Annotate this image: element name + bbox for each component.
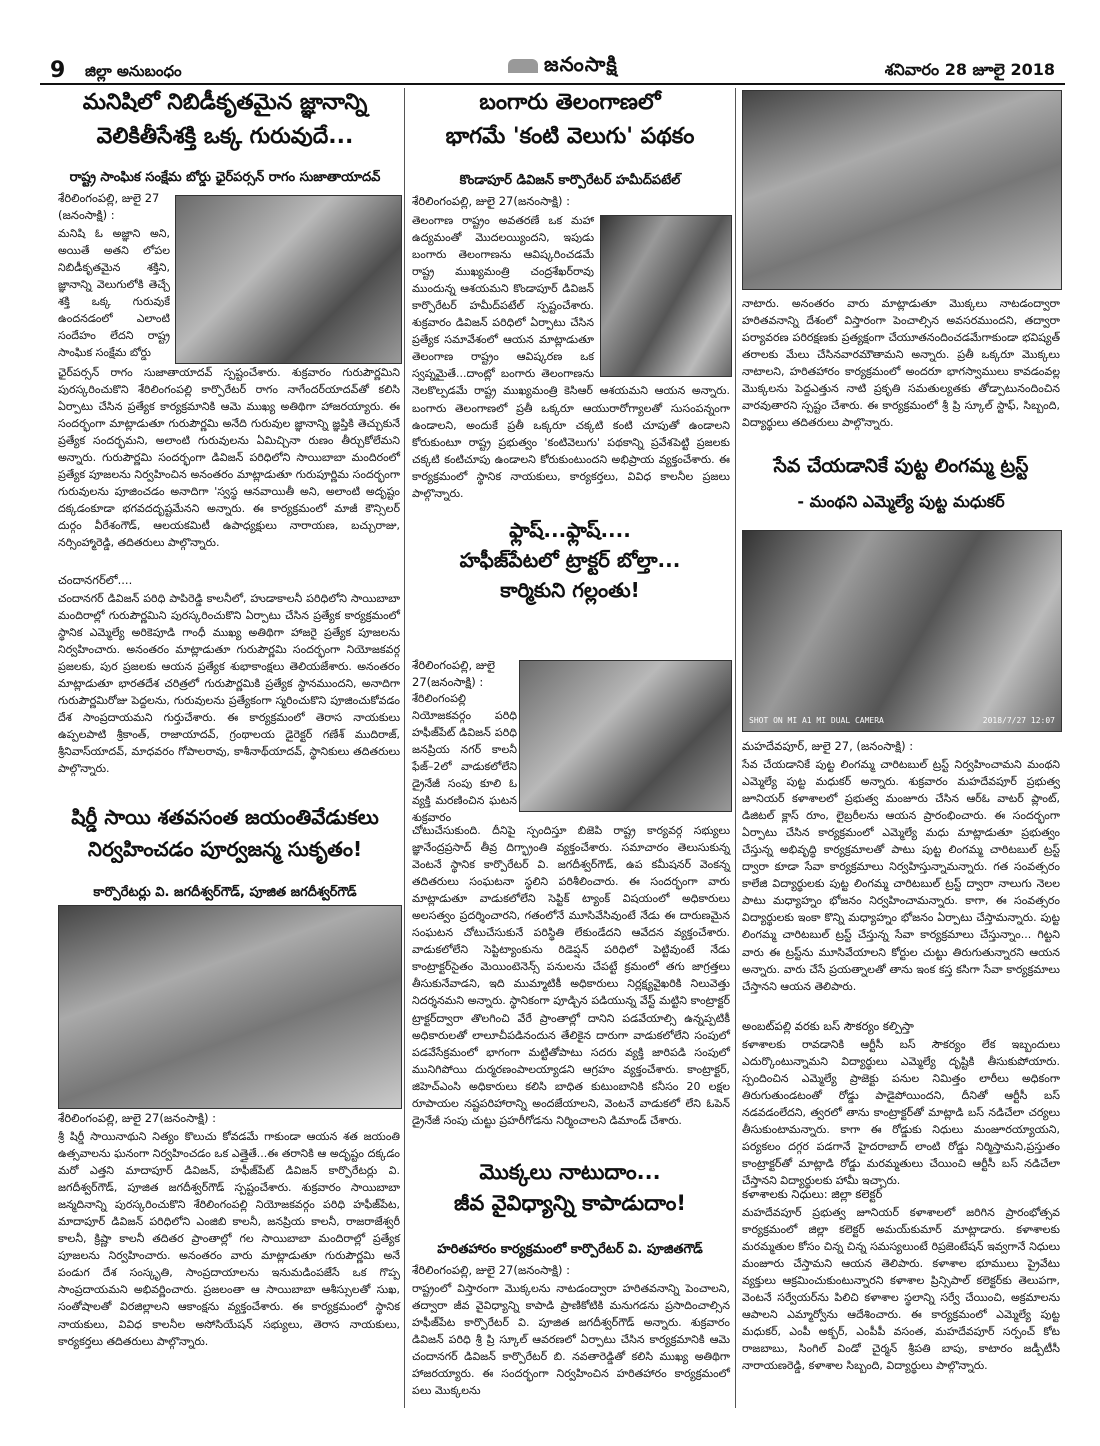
- col2-story2-headline-line3: కార్మికుని గల్లంతు!: [500, 578, 640, 602]
- photo-date-stamp: 2018/7/27 12:07: [982, 716, 1055, 725]
- col1-headline-line1: మనిషిలో నిబిడీకృతమైన జ్ఞానాన్ని: [82, 90, 368, 115]
- col2-headline-line2: భాగమే 'కంటి వెలుగు' పథకం: [445, 124, 695, 150]
- col3-kicker-bus: అంబట్‌పల్లి వరకు బస్ సౌకర్యం కల్పిస్తా: [742, 1019, 914, 1033]
- section-title: జిల్లా అనుబంధం: [85, 62, 182, 80]
- col3-photo-inauguration: [742, 530, 1062, 732]
- col3-story2-dateline: మహదేవపూర్, జులై 27, (జనంసాక్షి) :: [742, 739, 914, 753]
- col3-story2-body3: మహదేవపూర్ ప్రభుత్వ జూనియర్ కళాశాలలో జరిగిన ప్రారంభోత్సవ కార్యక్రమంలో జిల్లా కలెక్టర్ అమయ్‌కుమార్ మాట్లాడారు. కళాశాలకు మరమ్మతుల కోసం చిన్న చిన్న సమస్యలుంటే రిప్రజెంటేషన్ ఇవ్వగానే నిధులు మంజూరు చేస్తామని ఆయన తెలిపారు. కళాశాల భూములు ప్రైవేటు వ్యక్తులు ఆక్రమించుకుంటున్నారని కళాశాల ప్రిన్సిపాల్ కలెక్టర్‌కు తెలుపగా, వెంటనే సర్వేయర్‌ను పిలిచి కళాశాల స్థలాన్ని సర్వే చేయించి, అక్రమాలను ఆపాలని ఎమ్మార్వోను ఆదేశించారు. ఈ కార్యక్రమంలో ఎమ్మెల్యే పుట్ట మధుకర్, ఎంపీ అక్బర్, ఎంపీపీ వసంత, మహదేవపూర్ సర్పంచ్ కోట రాజబాబు, సింగిల్ విండో చైర్మన్ శ్రీపతి బాపు, కాటారం జడ్పీటీసీ నారాయణరెడ్డి, కళాశాల సిబ్బంది, విద్యార్థులు పాల్గొన్నారు.: [742, 1206, 1060, 1373]
- col2-body: [412, 212, 730, 500]
- issue-date: శనివారం 28 జూలై 2018: [884, 60, 1055, 79]
- col2-dateline: శేరిలింగంపల్లి, జులై 27(జనంసాక్షి) :: [412, 194, 571, 208]
- masthead-logo-icon: [508, 59, 538, 73]
- col1-headline-line2: వెలికితీసేశక్తి ఒక్క గురువుదే...: [96, 124, 354, 150]
- col1-story2-headline: [50, 805, 400, 861]
- col1-story2-body: శ్రీ షిర్డీ సాయినాథుని నిత్యం కొలుచు కోవడమే గాకుండా ఆయన శత జయంతి ఉత్సవాలను ఘనంగా నిర్వహించడం ఒక ఎత్తైతే...ఈ తరానికి ఆ అదృష్టం దక్కడం మరో ఎత్తని మాదాపూర్ డివిజన్, హఫీజ్‌పేట్ డివిజన్ కార్పొరేటర్లు వి. జగదీశ్వర్‌గౌడ్, పూజిత జగదీశ్వర్‌గౌడ్ స్పష్టంచేశారు. శుక్రవారం సాయిబాబా జన్మదినాన్ని పురస్కరించుకొని శేరిలింగంపల్లి నియోజకవర్గం పరిధి హఫీజ్‌పేట, మాదాపూర్ డివిజన్ పరిధిలోని ఎంజిబి కాలనీ, జనప్రియ కాలనీ, రాజరాజేశ్వరీ కాలనీ, క్రిష్ణా కాలనీ తదితర ప్రాంతాల్లో గల సాయిబాబా మందిరాల్లో ప్రత్యేక పూజలను నిర్వహించారు. అనంతరం వారు మాట్లాడుతూ గురుపౌర్ణమి అనే పండుగ దేశ సంస్కృతి, సాంప్రదాయాలను ఇనుమడింపజేసే ఒక గొప్ప సాంప్రదాయమని అభివర్ణించారు. ప్రజలంతా ఆ సాయిబాబా ఆశీస్సులతో సుఖ, సంతోషాలతో విరజిల్లాలని ఆకాంక్షను వ్యక్తంచేశారు. ఈ కార్యక్రమంలో స్థానిక నాయకులు, వివిధ కాలనీల అసోసియేషన్ సభ్యులు, తెరాస నాయకులు, కార్యకర్తలు తదితరులు పాల్గొన్నారు.: [58, 1130, 400, 1348]
- col3-story2-headline: సేవ చేయడానికే పుట్ట లింగమ్మ ట్రస్ట్: [773, 455, 1029, 477]
- column-divider-1: [404, 88, 405, 1408]
- col3-story2-body2: కళాశాలకు రావడానికి ఆర్టీసీ బస్ సౌకర్యం లేక ఇబ్బందులు ఎదుర్కొంటున్నామని విద్యార్థులు ఎమ్మెల్యే దృష్టికి తీసుకుపోయారు. స్పందించిన ఎమ్మెల్యే ప్రాజెక్టు పనుల నిమిత్తం లారీలు అధికంగా తిరుగుతుండటంతో రోడ్డు పాడైపోయిందని, దీనితో ఆర్టీసీ బస్ నడవడంలేదని, త్వరలో తాను కాంట్రాక్టర్‌తో మాట్లాడి బస్ నడిచేలా చర్యలు తీసుకుంటామన్నారు. కాగా ఈ రోడ్డుకు నిధులు మంజూరయ్యాయని, పర్యకలం దగ్గర పడగానే హైదరాబాద్ లాంటి రోడ్డు నిర్మిస్తామని,ప్రస్తుతం కాంట్రాక్టర్‌తో మాట్లాడి రోడ్డు మరమ్మతులు చేయించి ఆర్టీసీ బస్ నడిచేలా చేస్తానని విద్యార్థులకు హామీ ఇచ్చారు.: [742, 1038, 1060, 1188]
- col2-headline-line1: బంగారు తెలంగాణలో: [479, 90, 661, 115]
- col2-photo-spacer: [594, 212, 730, 378]
- col1-body: ఛైర్‌పర్సన్ రాగం సుజాతాయాదవ్ స్పష్టంచేశారు. శుక్రవారం గురుపౌర్ణమిని పురస్కరించుకొని శేరిలింగంపల్లి కార్పొరేటర్ రాగం నాగేందర్‌యాదవ్‌తో కలిసి ఏర్పాటు చేసిన ప్రత్యేక కార్యక్రమానికి ఆమె ముఖ్య అతిథిగా హాజరయ్యారు. ఈ సందర్భంగా మాట్లాడుతూ గురుపౌర్ణమి అనేది గురువుల జ్ఞానాన్ని జ్ఞప్తికి తెచ్చుకునే ప్రత్యేక సందర్భమని, అలాంటి గురువులను ఏమిచ్చినా రుణం తీర్చుకోలేమని అన్నారు. గురుపౌర్ణమి సందర్భంగా డివిజన్ పరిధిలోని సాయిబాబా మందిరంలో ప్రత్యేక పూజలను నిర్వహించిన అనంతరం మాట్లాడుతూ గురుపూర్ణిమ సందర్భంగా గురువులను పూజించడం అనాదిగా 'స్వస్థ ఆనవాయితీ అని, అలాంటి అదృష్టం దక్కడంకూడా భగవదదృష్టమేనని అన్నారు. ఈ కార్యక్రమంలో మాజీ కౌన్సిలర్ దుర్గం వీరేశంగౌడ్, ఆలయకమిటీ ఉపాధ్యక్షులు నారాయణ, బచ్చురాజు, నర్సింహ్మారెడ్డి, తదితరులు పాల్గొన్నారు.: [58, 366, 400, 550]
- col2-story3-headline-line2: జీవ వైవిధ్యాన్ని కాపాడుదాం!: [454, 1191, 686, 1216]
- column-divider-2: [735, 88, 736, 1408]
- col1-body2: చందానగర్ డివిజన్ పరిధి పాపిరెడ్డి కాలనీలో, హుడాకాలనీ పరిధిలోని సాయిబాబా మందిరాల్లో గురుపౌర్ణమిని పురస్కరించుకొని ఏర్పాటు చేసిన ప్రత్యేక కార్యక్రమంలో స్థానిక ఎమ్మెల్యే అరికెపూడి గాంధీ ముఖ్య అతిథిగా హాజరై ప్రత్యేక పూజలను నిర్వహించారు. అనంతరం మాట్లాడుతూ గురుపౌర్ణమి సందర్భంగా నియోజకవర్గ ప్రజలకు, పుర ప్రజలకు ఆయన ప్రత్యేక శుభాకాంక్షలు తెలియజేశారు. అనంతరం మాట్లాడుతూ భారతదేశ చరిత్రలో గురుపౌర్ణమికి ప్రత్యేక స్థానముందని, అనాదిగా గురుపౌర్ణమిరోజు పెద్దలను, గురువులను ప్రత్యేకంగా స్మరించుకొని పూజించుకోవడం దేశ సాంప్రదాయమని గుర్తుచేశారు. ఈ కార్యక్రమంలో తెరాస నాయకులు ఉప్పలపాటి శ్రీకాంత్, రాజాయాదవ్, గ్రంథాలయ డైరెక్టర్ గణేశ్ ముదిరాజ్, శ్రీనివాస్‌యాదవ్, మాధవరం గోపాలరావు, కాశీనాథ్‌యాదవ్, స్థానికులు తదితరులు పాల్గొన్నారు.: [58, 592, 400, 776]
- col2-story2-intro: శేరిలింగంపల్లి నియోజకవర్గం పరిధి హఫీజ్‌పేట్ డివిజన్ పరిధి జనప్రియ నగర్ కాలనీ ఫేజ్–2లో వాడుకలోలేని డ్రైనేజీ సంపు కూలి ఓ వ్యక్తి మరణించిన ఘటన శుక్రవారం: [412, 692, 517, 825]
- col1-photo-ceremony: [175, 195, 402, 364]
- col1-story2-headline-line1: షిర్డీ సాయి శతవసంత జయంతివేడుకలు: [71, 805, 379, 829]
- col1-subhead: రాష్ట్ర సాంఘిక సంక్షేమ బోర్డు ఛైర్‌పర్సన్ రాగం సుజాతాయాదవ్: [69, 170, 381, 185]
- page-number: 9: [50, 58, 66, 83]
- col3-kicker-funds: కళాశాలకు నిధులు: జిల్లా కలెక్టర్: [742, 1187, 883, 1201]
- photo-camera-stamp: SHOT ON MI A1 MI DUAL CAMERA: [749, 716, 884, 725]
- col1-headline: [50, 90, 400, 151]
- col2-photo-collapse: [519, 660, 732, 812]
- col1-dateline: శేరిలింగంపల్లి, జులై 27 (జనంసాక్షి) :: [58, 191, 160, 222]
- col2-story2-dateline: శేరిలింగంపల్లి, జులై 27(జనంసాక్షి) :: [412, 658, 496, 689]
- col2-story3-headline: [410, 1160, 730, 1216]
- col1-kicker: చందానగర్‌లో....: [58, 573, 133, 587]
- col1-intro: మనిషి ఓ అజ్ఞాని అని, అయితే అతని లోపల నిబిడీకృతమైన శక్తిని, జ్ఞానాన్ని వెలుగులోకి తెచ్చే శక్తి ఒక్క గురువుకే ఉందనడంలో ఎలాంటి సందేహం లేదని రాష్ట్ర సాంఘిక సంక్షేమ బోర్డు: [58, 227, 170, 360]
- masthead-text: జనంసాక్షి: [544, 52, 618, 76]
- masthead: [508, 52, 618, 81]
- col2-story3-dateline: శేరిలింగంపల్లి, జులై 27(జనంసాక్షి) :: [412, 1263, 571, 1277]
- col3-story2-body: సేవ చేయడానికే పుట్ట లింగమ్మ చారిటబుల్ ట్రస్ట్ నిర్వహించామని మంథని ఎమ్మెల్యే పుట్ట మధుకర్ అన్నారు. శుక్రవారం మహదేవపూర్ ప్రభుత్వ జూనియర్ కళాశాలలో ప్రభుత్వ మంజూరు చేసిన ఆర్‌ఓ వాటర్ ప్లాంట్, డిజిటల్ క్లాస్ రూం, లైబ్రరీలను ఆయన ప్రారంభించారు. ఈ సందర్భంగా ఏర్పాటు చేసిన కార్యక్రమంలో ఎమ్మెల్యే మధు మాట్లాడుతూ ప్రభుత్వం చేస్తున్న అభివృద్ధి కార్యక్రమాలతో పాటు పుట్ట లింగమ్మ చారిటబుల్ ట్రస్ట్ ద్వారా కూడా సేవా కార్యక్రమాలు నిర్వహిస్తున్నామన్నారు. గత సంవత్సరం కాలేజి విద్యార్థులకు పుట్ట లింగమ్మ చారిటబుల్ ట్రస్ట్ ద్వారా నాలుగు నెలల పాటు మధ్యాహ్నం భోజనం నిర్వహించామన్నారు. కాగా, ఈ సంవత్సరం విద్యార్థులకు ఇంకా కొన్ని మధ్యాహ్నం భోజనం ఏర్పాటు చేస్తామన్నారు. పుట్ట లింగమ్మ చారిటబుల్ ట్రస్ట్ చేస్తున్న సేవా కార్యక్రమాలు చేస్తున్నాం... గిట్టని వారు ఈ ట్రస్ట్‌ను మూసివేయాలని కోర్టుల చుట్టు తిరుగుతున్నారని ఆయన అన్నారు. వారు చేసే ప్రయత్నాలతో తాను ఇంక కస్త కసిగా సేవా కార్యక్రమాలు చేస్తానని ఆయన తెలిపారు.: [742, 758, 1060, 993]
- col2-story3-body: రాష్ట్రంలో విస్తారంగా మొక్కలను నాటడంద్వారా హరితవనాన్ని పెంచాలని, తద్వారా జీవ వైవిధ్యాన్ని కాపాడి ప్రాణికోటికి మనుగడను ప్రసాదించాల్సిన హఫీజ్‌పేట కార్పొరేటర్ వి. పూజిత జగదీశ్వర్‌గౌడ్ అన్నారు. శుక్రవారం డివిజన్ పరిధి శ్రీ ప్రి స్కూల్ ఆవరణలో ఏర్పాటు చేసిన కార్యక్రమానికి ఆమె చందానగర్ డివిజన్ కార్పొరేటర్ బి. నవతారెడ్డితో కలిసి ముఖ్య అతిథిగా హాజరయ్యారు. ఈ సందర్భంగా నిర్వహించిన హరితహారం కార్యక్రమంలో పలు మొక్కలను: [412, 1282, 730, 1398]
- col2-body-text: తెలంగాణ రాష్ట్రం అవతరణే ఒక మహా ఉద్యమంతో మొదలయ్యిందని, ఇపుడు బంగారు తెలంగాణను ఆవిష్కరించడమే రాష్ట్ర ముఖ్యమంత్రి చంద్రశేఖర్‌రావు ముందున్న ఆశయమని కొండాపూర్ డివిజన్ కార్పొరేటర్ హమీద్‌పటేల్ స్పష్టంచేశారు. శుక్రవారం డివిజన్ పరిధిలో ఏర్పాటు చేసిన ప్రత్యేక సమావేశంలో ఆయన మాట్లాడుతూ తెలంగాణ రాష్ట్రం ఆవిష్కరణ ఒక స్వప్నమైతే...దాంట్లో బంగారు తెలంగాణను నెలకొల్పడమే రాష్ట్ర ముఖ్యమంత్రి కెసిఆర్ ఆశయమని ఆయన అన్నారు. బంగారు తెలంగాణలో ప్రతీ ఒక్కరూ ఆయురారోగ్యాలతో సుసంపన్నంగా ఉండాలని, అందుకే ప్రతీ ఒక్కరూ చక్కటి కంటి చూపుతో ఉండాలని కోరుకుంటూ రాష్ట్ర ప్రభుత్వం 'కంటివెలుగు' పథకాన్ని ప్రవేశపెట్టి ప్రజలకు చక్కటి కంటిచూపు ఉండాలని కోరుకుంటుందని అభిప్రాయ వ్యక్తంచేశారు. ఈ కార్యక్రమంలో స్థానిక నాయకులు, కార్యకర్తలు, వివిధ కాలనీల ప్రజలు పాల్గొన్నారు.: [412, 214, 730, 500]
- col2-story3-subhead: హరితహారం కార్యక్రమంలో కార్పొరేటర్ వి. పూజితగౌడ్: [437, 1242, 703, 1257]
- col2-story2-headline-line1: ఫ్లాష్...ఫ్లాష్....: [509, 518, 631, 542]
- col1-story2-subhead: కార్పొరేటర్లు వి. జగదీశ్వర్‌గౌడ్, పూజిత జగదీశ్వర్‌గౌడ్: [93, 885, 357, 900]
- col1-story2-dateline: శేరిలింగంపల్లి, జులై 27(జనంసాక్షి) :: [58, 1111, 217, 1125]
- col2-story3-headline-line1: మొక్కలు నాటుదాం...: [479, 1160, 661, 1184]
- col2-headline: [410, 90, 730, 151]
- col3-story2-subhead: - మంథని ఎమ్మెల్యే పుట్ట మధుకర్: [797, 492, 1005, 511]
- col3-photo-planting: [742, 90, 1062, 290]
- col2-story2-headline: [410, 518, 730, 602]
- col3-body: నాటారు. అనంతరం వారు మాట్లాడుతూ మొక్కలు నాటడంద్వారా హరితవనాన్ని దేశంలో విస్తారంగా పెంచాల్సిన అవసరముందని, తద్వారా పర్యావరణ పరిరక్షణకు ప్రత్యక్షంగా చేయూతనందించడమేగాకుండా భవిష్యత్ తరాలకు మేలు చేసినవారమౌతామని అన్నారు. ప్రతీ ఒక్కరూ మొక్కలు నాటాలని, హరితహారం కార్యక్రమంలో అందరూ భాగస్వాములు కావడంవల్ల మొక్కలను పెద్దఎత్తున నాటి ప్రకృతి సమతుల్యతకు తోడ్పాటునందించిన వారవుతారని స్పష్టం చేశారు. ఈ కార్యక్రమంలో శ్రీ ప్రి స్కూల్ స్టాఫ్, సిబ్బంది, విద్యార్థులు తదితరులు పాల్గొన్నారు.: [742, 297, 1060, 430]
- col2-story2-headline-line2: హఫీజ్‌పేటలో ట్రాక్టర్ బోల్తా...: [459, 548, 681, 572]
- col1-story2-headline-line2: నిర్వహించడం పూర్వజన్మ సుకృతం!: [87, 837, 363, 861]
- col2-story2-body: చోటుచేసుకుంది. దీనిపై స్పందిస్తూ బిజెపి రాష్ట్ర కార్యవర్గ సభ్యులు జ్ఞానేంద్రప్రసాద్ తీవ్ర దిగ్భ్రాంతి వ్యక్తంచేశారు. సమాచారం తెలుసుకున్న వెంటనే స్థానిక కార్పొరేటర్ వి. జగదీశ్వర్‌గౌడ్, ఉప కమీషనర్ వెంకన్న తదితరులు సంఘటనా స్థలిని పరిశీలించారు. ఈ సందర్భంగా వారు మాట్లాడుతూ వాడుకలోలేని సెప్టిక్ ట్యాంక్ విషయంలో అధికారులు అలసత్వం ప్రదర్శించారని, గతంలోనే మూసివేసివుంటే నేడు ఈ దారుణమైన సంఘటన చోటుచేసుకునే పరిస్థితి లేకుండేదని ఆవేదన వ్యక్తంచేశారు. వాడుకలోలేని సెప్టిట్యాంకును రిడెప్షన్ పరిధిలో పెట్టివుంటే నేడు కాంట్రాక్టర్‌సైతం మెయింటెనెన్స్ పనులను చేపట్టే క్రమంలో తగు జాగ్రత్తలు తీసుకునేవాడని, ఇది ముమ్మాటికీ అధికారులు నిర్లక్ష్యవైఖరికి నిలువెత్తు నిదర్శనమని అన్నారు. స్థానికంగా పూడ్చిన పడియున్న వేస్ట్ మట్టిని కాంట్రాక్టర్ ట్రాక్టర్‌ద్వారా తొలగించి వేరే ప్రాంతాల్లో దానిని పడవేయాల్సి ఉన్నప్పటికీ అధికారులతో లాలూచీపడినందున తేలికైన దారుగా వాడుకలోలేని సంపులో పడవేసేక్రమంలో భాగంగా మట్టితోపాటు సదరు వ్యక్తి జారిపడి సంపులో మునిగిపోయి దుర్మరణంపాలయ్యాడని ఆగ్రహం వ్యక్తంచేశారు. కాంట్రాక్టర్, జిహెచ్‌ఎంసి అధికారులు కలిసి బాధిత కుటుంబానికి కనీసం 20 లక్షల రూపాయల నష్టపరిహారాన్ని అందజేయాలని, వెంటనే వాడుకలో లేని ఓపెన్ డ్రైనేజీ సంపు చుట్టు ప్రహరీగోడను నిర్మించాలని డిమాండ్ చేశారు.: [412, 824, 730, 1127]
- col1-photo-temple: [58, 905, 402, 1109]
- col2-subhead: కొండాపూర్ డివిజన్ కార్పొరేటర్ హమీద్‌పటేల్: [459, 173, 681, 188]
- header-rule: [40, 83, 1065, 85]
